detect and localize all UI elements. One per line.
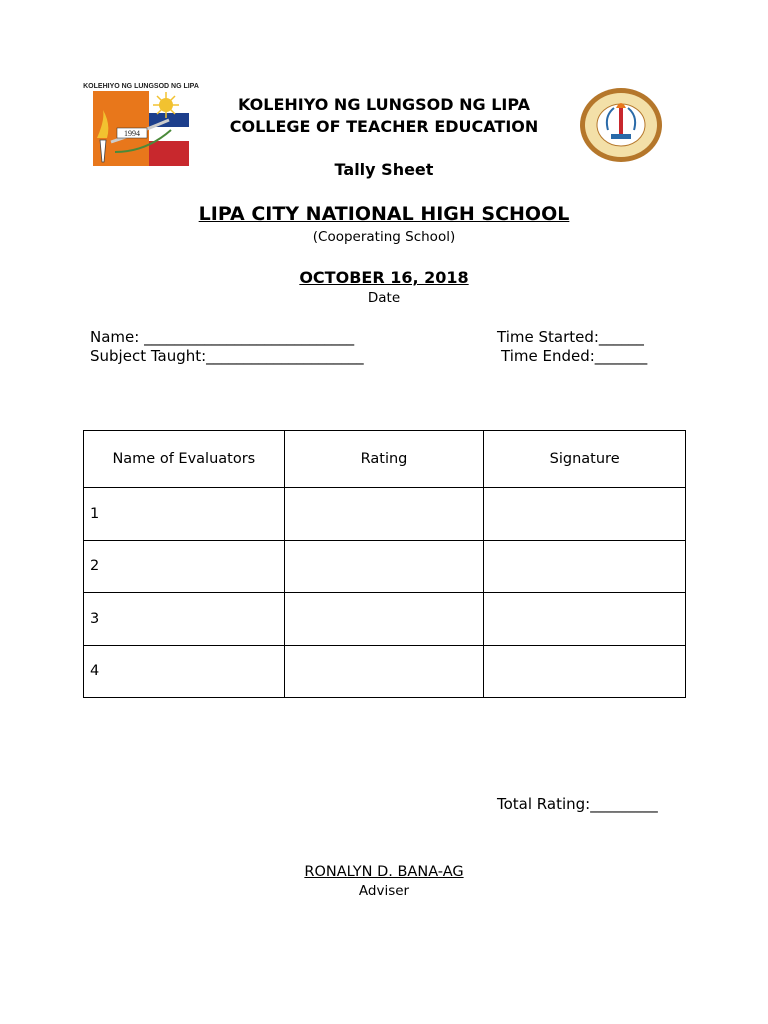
evaluator-cell[interactable]: 1 bbox=[84, 488, 285, 541]
evaluator-cell[interactable]: 4 bbox=[84, 645, 285, 698]
header-rating: Rating bbox=[284, 431, 484, 488]
total-rating-field[interactable]: Total Rating:_________ bbox=[497, 795, 658, 813]
signature-cell[interactable] bbox=[484, 488, 686, 541]
table-row bbox=[84, 488, 686, 541]
table-header-row bbox=[84, 431, 686, 488]
adviser-name: RONALYN D. BANA-AG bbox=[304, 864, 464, 880]
rating-cell[interactable] bbox=[284, 540, 484, 593]
time-ended-field[interactable]: Time Ended:_______ bbox=[501, 347, 648, 365]
time-started-field[interactable]: Time Started:______ bbox=[497, 328, 644, 346]
table-row bbox=[84, 593, 686, 646]
institution-name: KOLEHIYO NG LUNGSOD NG LIPA bbox=[237, 95, 531, 114]
header-evaluators: Name of Evaluators bbox=[84, 431, 285, 488]
school-caption: (Cooperating School) bbox=[312, 229, 456, 245]
school-name: LIPA CITY NATIONAL HIGH SCHOOL bbox=[198, 203, 570, 225]
header-signature: Signature bbox=[484, 431, 686, 488]
document-title: Tally Sheet bbox=[334, 160, 434, 179]
tally-table bbox=[83, 430, 686, 698]
name-field[interactable]: Name: ____________________________ bbox=[90, 328, 355, 346]
date-value: OCTOBER 16, 2018 bbox=[299, 268, 469, 287]
logo-caption: KOLEHIYO NG LUNGSOD NG LIPA bbox=[83, 83, 199, 90]
adviser-role: Adviser bbox=[358, 883, 410, 899]
signature-cell[interactable] bbox=[484, 593, 686, 646]
evaluator-cell[interactable]: 3 bbox=[84, 593, 285, 646]
rating-cell[interactable] bbox=[284, 593, 484, 646]
table-row bbox=[84, 645, 686, 698]
college-name: COLLEGE OF TEACHER EDUCATION bbox=[229, 117, 539, 136]
logo-year: 1994 bbox=[124, 129, 140, 138]
subject-taught-field[interactable]: Subject Taught:_____________________ bbox=[90, 347, 364, 365]
rating-cell[interactable] bbox=[284, 645, 484, 698]
rating-cell[interactable] bbox=[284, 488, 484, 541]
signature-cell[interactable] bbox=[484, 645, 686, 698]
table-row bbox=[84, 540, 686, 593]
signature-cell[interactable] bbox=[484, 540, 686, 593]
evaluator-cell[interactable]: 2 bbox=[84, 540, 285, 593]
date-caption: Date bbox=[367, 290, 401, 306]
